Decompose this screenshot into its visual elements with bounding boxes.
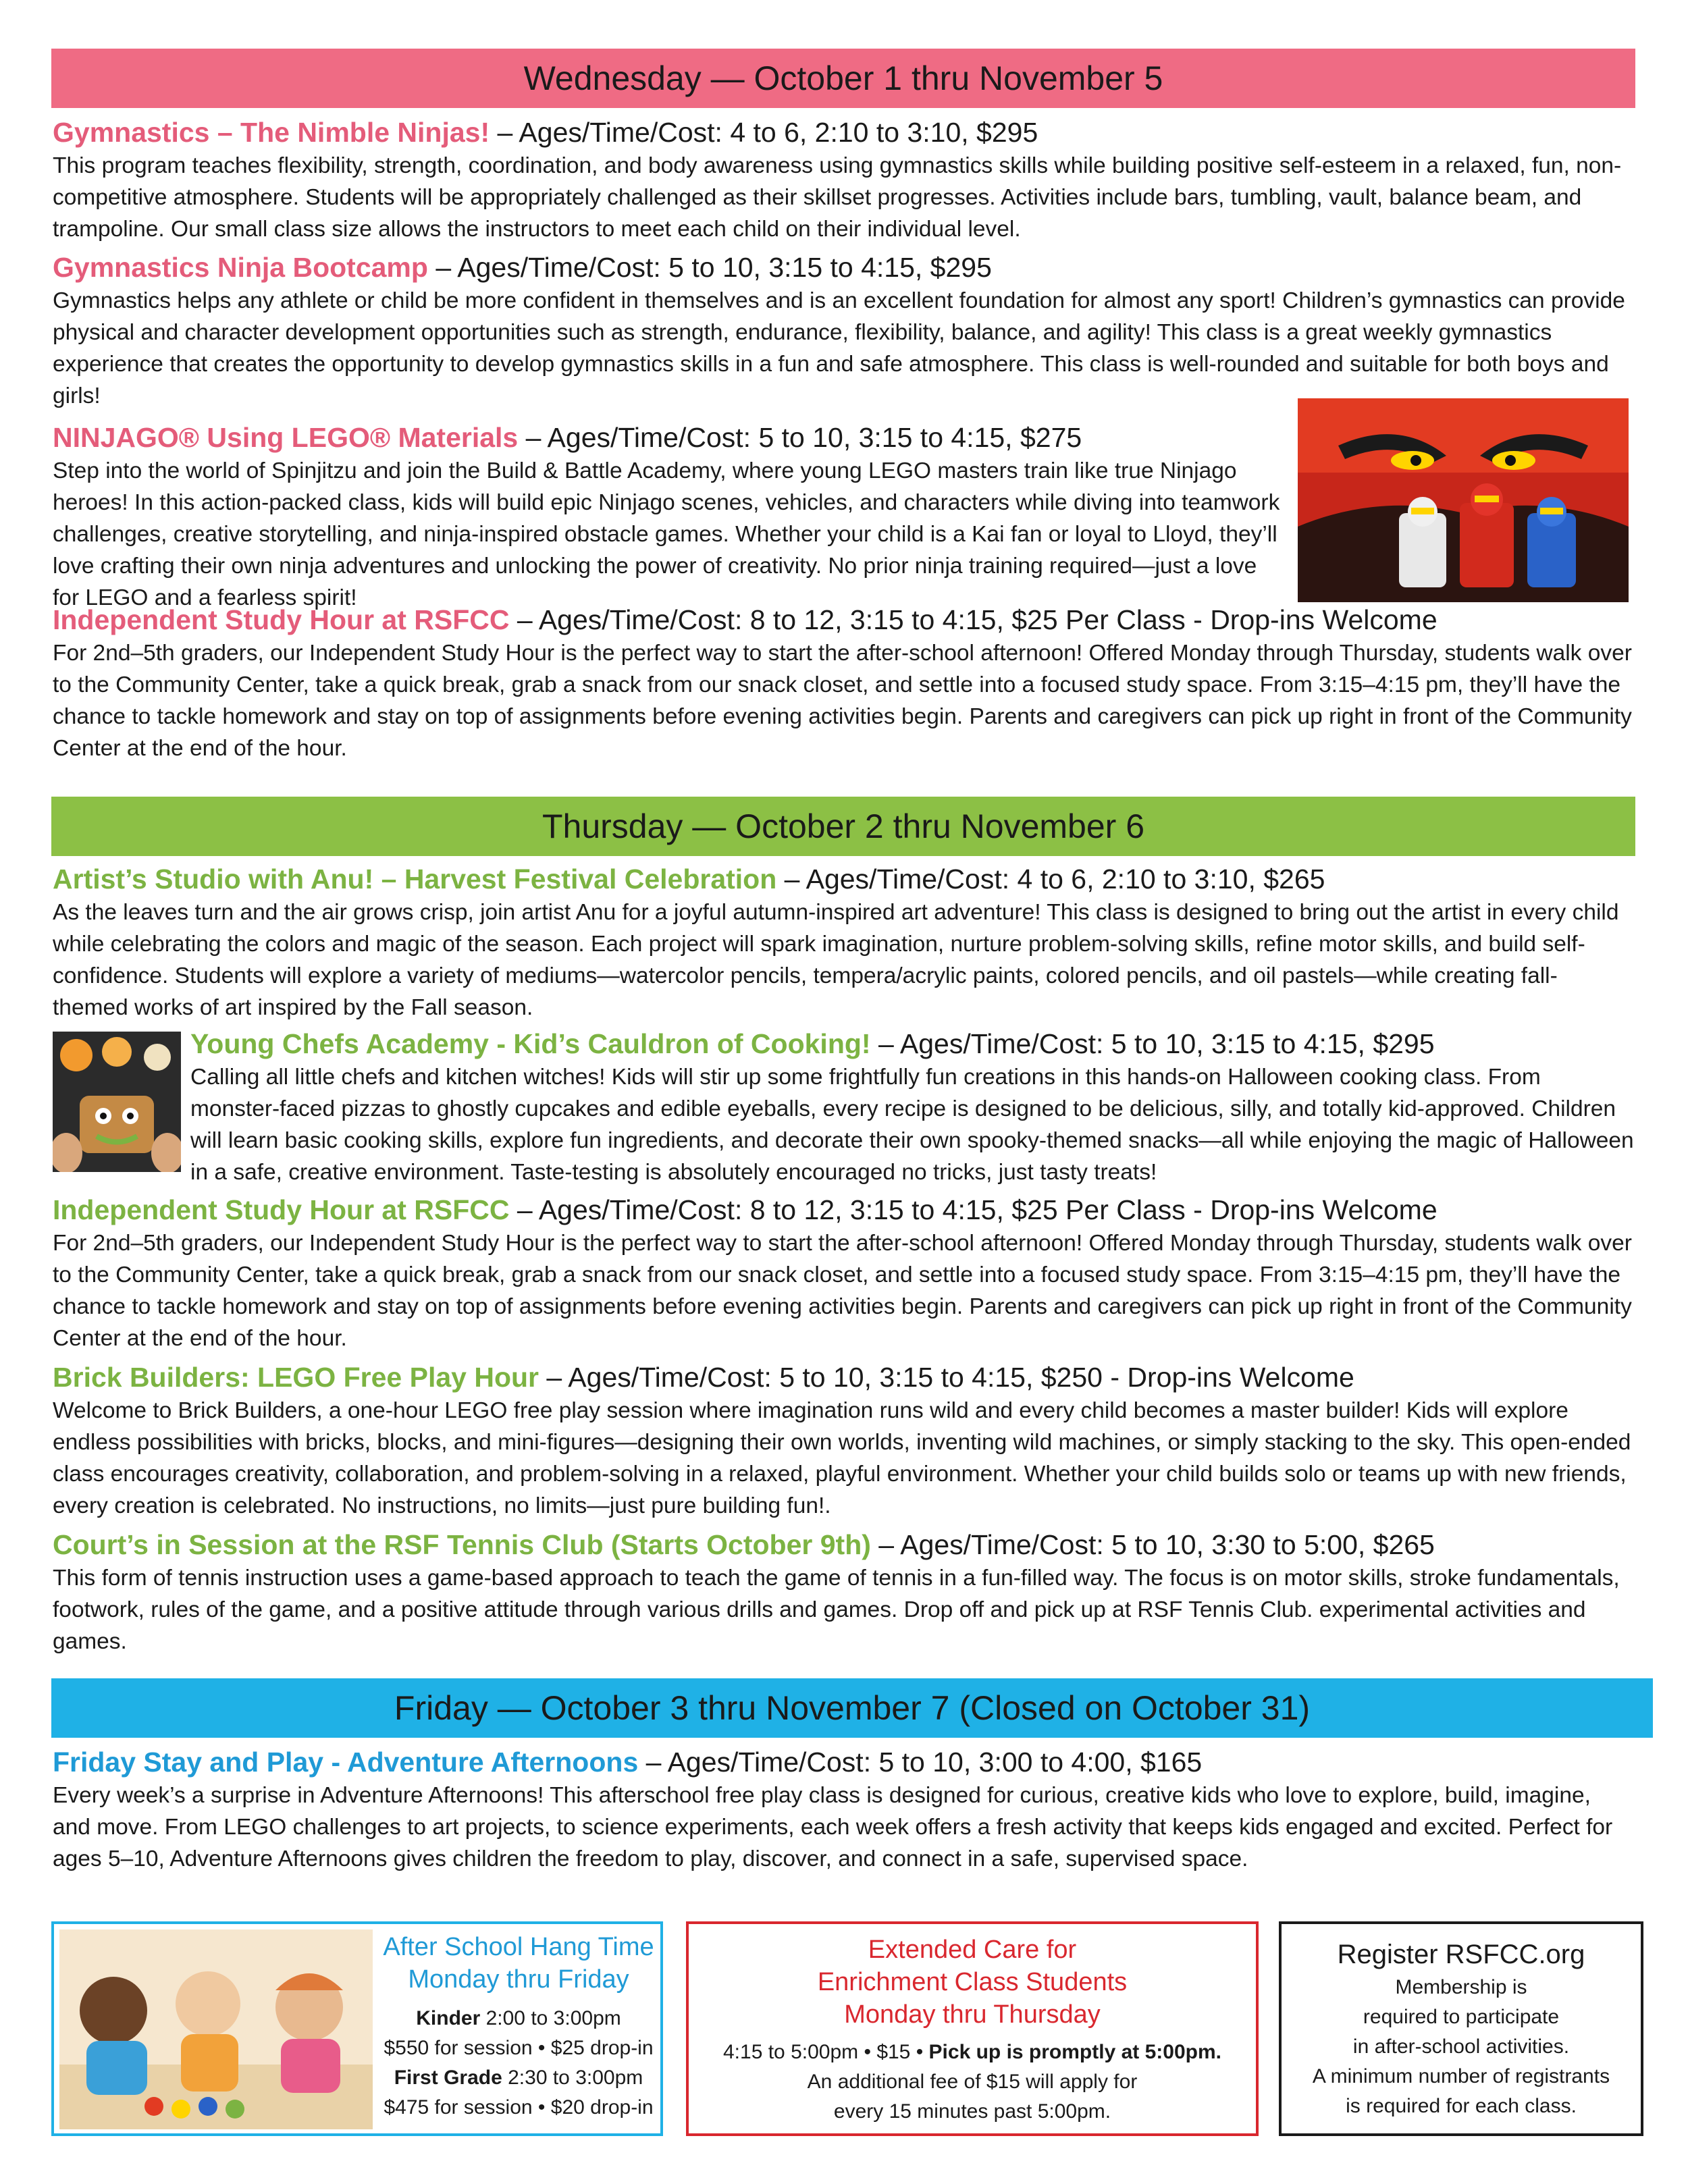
class-description: For 2nd–5th graders, our Independent Study Hour is the perfect way to start the after-school afternoon! Offered Monday through Thursday, students walk over to the Community Center, take a quick break, grab a snack from our snack closet, and settle into a focused study space. From 3:15–4:15 pm, they’ll have the chance to tackle homework and stay on top of assignments before evening activities begin. Parents and caregivers can pick up right in front of the Community Center at the end of the hour.	[53, 641, 1632, 761]
class-title: Independent Study Hour at RSFCC	[53, 1194, 510, 1225]
class-study-hour-wed	[53, 602, 1633, 764]
class-nimble-ninjas	[53, 115, 1633, 245]
class-meta: – Ages/Time/Cost: 4 to 6, 2:10 to 3:10, $295	[490, 117, 1038, 148]
class-ninja-bootcamp	[53, 250, 1633, 412]
class-title: Artist’s Studio with Anu! – Harvest Festival Celebration	[53, 863, 777, 895]
class-meta: – Ages/Time/Cost: 5 to 10, 3:15 to 4:15, $250 - Drop-ins Welcome	[538, 1362, 1354, 1393]
hang-time-text: After School Hang Time Monday thru Friday Kinder 2:00 to 3:00pm $550 for session • $25 drop-in First Grade 2:30 to 3:00pm $475 for session • $20 drop-in	[383, 1933, 654, 2119]
register-link[interactable]: Register RSFCC.org	[1337, 1940, 1585, 1969]
class-title: NINJAGO® Using LEGO® Materials	[53, 422, 519, 453]
class-description: Every week’s a surprise in Adventure Afternoons! This afterschool free play class is designed for curious, creative kids who love to explore, build, imagine, and move. From LEGO challenges to art projects, to science experiments, each week offers a fresh activity that keeps kids engaged and excited. Perfect for ages 5–10, Adventure Afternoons gives children the freedom to play, discover, and connect in a safe, supervised space.	[53, 1783, 1613, 1871]
wednesday-header: Wednesday — October 1 thru November 5	[51, 49, 1635, 108]
class-artists-studio	[53, 861, 1633, 1023]
class-meta: – Ages/Time/Cost: 5 to 10, 3:15 to 4:15, $295	[870, 1028, 1435, 1059]
class-meta: – Ages/Time/Cost: 8 to 12, 3:15 to 4:15, $25 Per Class - Drop-ins Welcome	[509, 1194, 1438, 1225]
class-description: For 2nd–5th graders, our Independent Study Hour is the perfect way to start the after-school afternoon! Offered Monday through Thursday, students walk over to the Community Center, take a quick break, grab a snack from our snack closet, and settle into a focused study space. From 3:15–4:15 pm, they’ll have the chance to tackle homework and stay on top of assignments before evening activities begin. Parents and caregivers can pick up right in front of the Community Center at the end of the hour.	[53, 1231, 1632, 1351]
class-title: Court’s in Session at the RSF Tennis Club (Starts October 9th)	[53, 1529, 871, 1560]
extended-care-box: Extended Care for Enrichment Class Students Monday thru Thursday 4:15 to 5:00pm • $15 • Pick up is promptly at 5:00pm. An additional fee of $15 will apply for every 15 minutes past 5:00pm.	[686, 1921, 1259, 2136]
class-title: Gymnastics – The Nimble Ninjas!	[53, 117, 490, 148]
class-meta: – Ages/Time/Cost: 5 to 10, 3:00 to 4:00, $165	[638, 1747, 1203, 1778]
class-description: Step into the world of Spinjitzu and join the Build & Battle Academy, where young LEGO masters train like true Ninjago heroes! In this action-packed class, kids will build epic Ninjago scenes, vehicles, and characters while diving into teamwork challenges, creative storytelling, and ninja-inspired obstacle games. Whether your child is a Kai fan or loyal to Lloyd, they’ll love crafting their own ninja adventures and unlocking the power of creativity. No prior ninja training required—just a love for LEGO and a fearless spirit!	[53, 458, 1280, 610]
ninjago-image	[1298, 398, 1629, 602]
class-title: Independent Study Hour at RSFCC	[53, 604, 510, 635]
class-description: Gymnastics helps any athlete or child be more confident in themselves and is an excellent foundation for almost any sport! Children’s gymnastics can provide physical and character development opportunities such as strength, endurance, flexibility, balance, and agility! This class is a great weekly gymnastics experience that creates the opportunity to develop gymnastics skills in a fun and safe atmosphere. This class is well-rounded and suitable for both boys and girls!	[53, 288, 1625, 408]
class-title: Young Chefs Academy - Kid’s Cauldron of Cooking!	[190, 1028, 871, 1059]
class-title: Brick Builders: LEGO Free Play Hour	[53, 1362, 539, 1393]
class-meta: – Ages/Time/Cost: 5 to 10, 3:30 to 5:00, $265	[870, 1529, 1435, 1560]
class-meta: – Ages/Time/Cost: 5 to 10, 3:15 to 4:15, $295	[427, 252, 992, 283]
class-description: This form of tennis instruction uses a game-based approach to teach the game of tennis in a fun-filled way. The focus is on motor skills, stroke fundamentals, footwork, rules of the game, and a positive attitude through various drills and games. Drop off and pick up at RSF Tennis Club. experimental activities and games.	[53, 1566, 1620, 1654]
cooking-image	[53, 1032, 181, 1172]
class-study-hour-thu	[53, 1192, 1633, 1354]
class-title: Gymnastics Ninja Bootcamp	[53, 252, 428, 283]
class-title: Friday Stay and Play - Adventure Afternoons	[53, 1747, 639, 1778]
class-young-chefs	[190, 1026, 1635, 1188]
class-meta: – Ages/Time/Cost: 8 to 12, 3:15 to 4:15, $25 Per Class - Drop-ins Welcome	[509, 604, 1438, 635]
class-tennis	[53, 1527, 1633, 1657]
class-brick-builders	[53, 1360, 1633, 1522]
class-description: This program teaches flexibility, strength, coordination, and body awareness using gymnastics skills while building positive self-esteem in a relaxed, fun, non-competitive atmosphere. Students will be appropriately challenged as their skillset progresses. Activities include bars, tumbling, vault, balance beam, and trampoline. Our small class size allows the instructors to meet each child on their individual level.	[53, 153, 1622, 242]
register-box: Register RSFCC.org Membership is required to participate in after-school activities. A minimum number of registrants is required for each class.	[1279, 1921, 1643, 2136]
class-ninjago	[53, 420, 1288, 614]
class-meta: – Ages/Time/Cost: 4 to 6, 2:10 to 3:10, $265	[776, 863, 1325, 895]
hang-time-box	[51, 1921, 663, 2136]
friday-header: Friday — October 3 thru November 7 (Closed on October 31)	[51, 1678, 1653, 1738]
class-meta: – Ages/Time/Cost: 5 to 10, 3:15 to 4:15, $275	[518, 422, 1082, 453]
thursday-header: Thursday — October 2 thru November 6	[51, 797, 1635, 856]
class-description: Calling all little chefs and kitchen witches! Kids will stir up some frightfully fun creations in this hands-on Halloween cooking class. From monster-faced pizzas to ghostly cupcakes and edible eyeballs, every recipe is designed to be delicious, silly, and totally kid-approved. Children will learn basic cooking skills, explore fun ingredients, and decorate their own spooky-themed snacks—all while enjoying the magic of Halloween in a safe, creative environment. Taste-testing is absolutely encouraged no tricks, just tasty treats!	[190, 1065, 1634, 1185]
kids-painting-image	[59, 1929, 373, 2129]
class-description: As the leaves turn and the air grows crisp, join artist Anu for a joyful autumn-inspired art adventure! This class is designed to bring out the artist in every child while celebrating the colors and magic of the season. Each project will spark imagination, nurture problem-solving skills, refine motor skills, and build self-confidence. Students will explore a variety of mediums—watercolor pencils, tempera/acrylic paints, colored pencils, and oil pastels—while creating fall-themed works of art inspired by the Fall season.	[53, 900, 1619, 1020]
class-stay-and-play	[53, 1744, 1633, 1875]
class-description: Welcome to Brick Builders, a one-hour LEGO free play session where imagination runs wild and every child becomes a master builder! Kids will explore endless possibilities with bricks, blocks, and mini-figures—designing their own worlds, inventing wild machines, or simply stacking to the sky. This open-ended class encourages creativity, collaboration, and problem-solving in a relaxed, playful environment. Whether your child builds solo or teams up with new friends, every creation is celebrated. No instructions, no limits—just pure building fun!.	[53, 1398, 1631, 1518]
